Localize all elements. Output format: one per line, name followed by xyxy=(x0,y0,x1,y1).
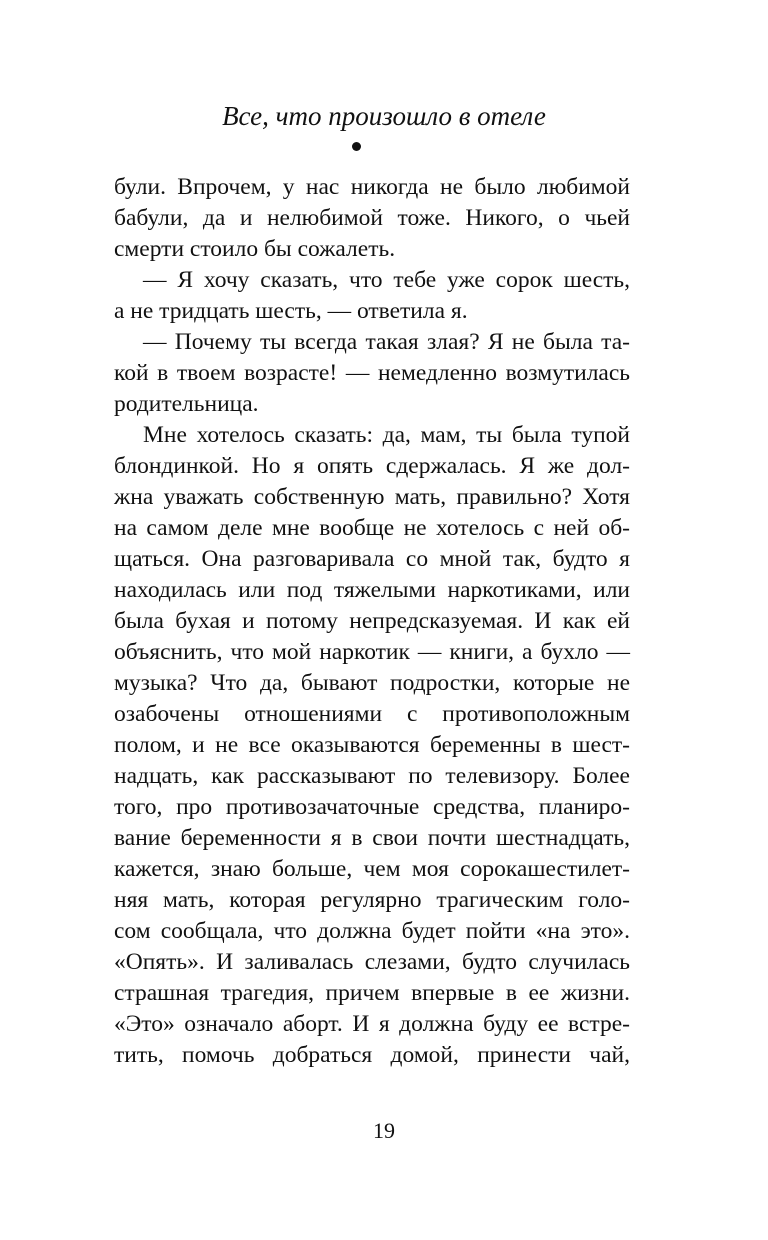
text-line: на самом деле мне вообще не хотелось с ней об- xyxy=(114,515,630,541)
text-line: «Это» означало аборт. И я должна буду ее встре- xyxy=(114,1011,630,1037)
text-line: кой в твоем возрасте! — немедленно возмутилась xyxy=(114,360,630,386)
text-line: бабули, да и нелюбимой тоже. Никого, о чьей xyxy=(114,205,630,231)
page-number: 19 xyxy=(373,1118,395,1143)
text-line: музыка? Что да, бывают подростки, которые не xyxy=(114,670,630,696)
text-line: а не тридцать шесть, — ответила я. xyxy=(114,298,468,324)
text-line: жна уважать собственную мать, правильно? Хотя xyxy=(114,484,630,510)
text-line: тить, помочь добраться домой, принести чай, xyxy=(114,1042,630,1068)
text-line: смерти стоило бы сожалеть. xyxy=(114,236,396,262)
text-line: вание беременности я в свои почти шестнадцать, xyxy=(114,825,630,851)
text-line: щаться. Она разговаривала со мной так, будто я xyxy=(114,546,630,572)
text-line: — Почему ты всегда такая злая? Я не была та- xyxy=(143,329,630,355)
text-line: були. Впрочем, у нас никогда не было любимой xyxy=(114,174,630,200)
text-line: объяснить, что мой наркотик — книги, а бухло — xyxy=(114,639,630,665)
text-line: Мне хотелось сказать: да, мам, ты была тупой xyxy=(143,422,630,448)
text-line: — Я хочу сказать, что тебе уже сорок шесть, xyxy=(143,267,630,293)
text-line: страшная трагедия, причем впервые в ее жизни. xyxy=(114,980,630,1006)
text-line: няя мать, которая регулярно трагическим голо- xyxy=(114,887,630,913)
text-line: озабочены отношениями с противоположным xyxy=(114,701,630,727)
text-line: сом сообщала, что должна будет пойти «на это». xyxy=(114,918,630,944)
ornament-bullet xyxy=(352,142,361,151)
text-line: надцать, как рассказывают по телевизору. Более xyxy=(114,763,630,789)
text-line: полом, и не все оказываются беременны в шест- xyxy=(114,732,630,758)
text-line: родительница. xyxy=(114,391,259,417)
running-title: Все, что произошло в отеле xyxy=(222,101,546,131)
text-line: того, про противозачаточные средства, планиро- xyxy=(114,794,630,820)
body-text xyxy=(114,172,630,1071)
text-line: «Опять». И заливалась слезами, будто случилась xyxy=(114,949,630,975)
text-line: блондинкой. Но я опять сдержалась. Я же дол- xyxy=(114,453,630,479)
text-line: была бухая и потому непредсказуемая. И как ей xyxy=(114,608,630,634)
text-line: находилась или под тяжелыми наркотиками, или xyxy=(114,577,630,603)
text-line: кажется, знаю больше, чем моя сорокашестилет- xyxy=(114,856,630,882)
